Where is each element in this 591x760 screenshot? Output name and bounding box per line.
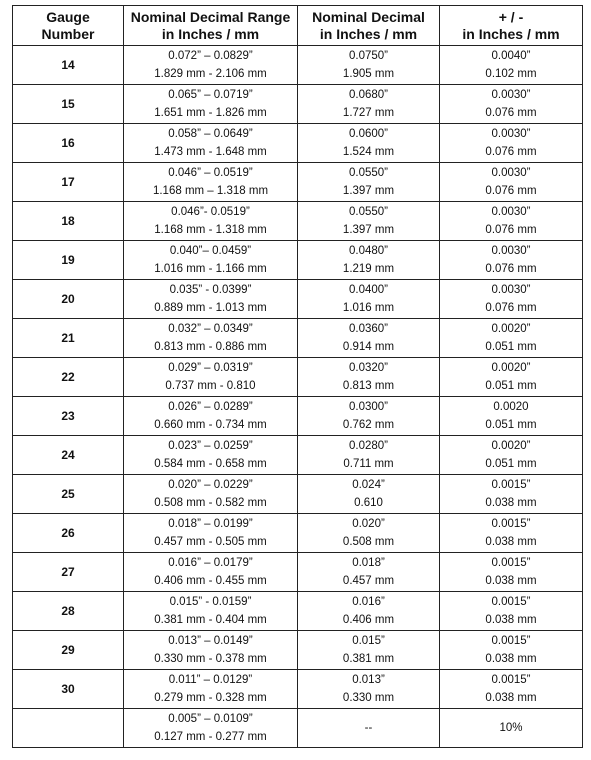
range-cell-text: 0.508 mm - 0.582 mm <box>154 497 267 509</box>
tolerance-cell <box>440 709 583 748</box>
nominal-cell-text: 0.013” <box>352 674 385 686</box>
tolerance-cell-text: 0.051 mm <box>485 419 537 431</box>
gauge-cell <box>13 85 124 124</box>
nominal-cell-text: 0.508 mm <box>342 536 395 548</box>
range-cell-text: 0.046” – 0.0519” <box>168 167 253 179</box>
range-cell-text: 0.065” – 0.0719” <box>168 89 253 101</box>
tolerance-cell <box>440 514 583 553</box>
tolerance-cell-text: 0.0020” <box>491 440 531 452</box>
range-cell-text: 0.058” – 0.0649” <box>168 128 253 140</box>
nominal-cell <box>298 475 440 514</box>
range-cell-text: 1.168 mm - 1.318 mm <box>154 224 267 236</box>
table-header <box>13 6 583 46</box>
range-cell-text: 0.457 mm - 0.505 mm <box>154 536 267 548</box>
gauge-cell <box>13 631 124 670</box>
range-cell <box>124 319 298 358</box>
tolerance-cell-text: 10% <box>499 722 523 734</box>
header-line: + / - <box>498 8 524 25</box>
range-cell-text: 0.381 mm - 0.404 mm <box>154 614 267 626</box>
nominal-cell-text: 1.016 mm <box>342 302 395 314</box>
header-gauge-number <box>13 6 124 46</box>
gauge-cell-text: 14 <box>61 58 75 72</box>
range-cell-text: 0.032” – 0.0349” <box>168 323 253 335</box>
header-line: in Inches / mm <box>462 25 560 42</box>
nominal-cell <box>298 46 440 85</box>
table-row <box>13 46 583 85</box>
range-cell-text: 0.040”– 0.0459” <box>169 245 252 257</box>
nominal-cell-text: 0.0300” <box>348 401 388 413</box>
gauge-cell-text: 29 <box>61 643 75 657</box>
nominal-cell <box>298 514 440 553</box>
range-cell <box>124 397 298 436</box>
nominal-cell <box>298 397 440 436</box>
range-cell <box>124 202 298 241</box>
nominal-cell <box>298 670 440 709</box>
nominal-cell <box>298 631 440 670</box>
table-row <box>13 358 583 397</box>
table-row <box>13 670 583 709</box>
gauge-cell <box>13 124 124 163</box>
range-cell-text: 0.011” – 0.0129” <box>168 674 253 686</box>
tolerance-cell-text: 0.0015” <box>491 596 531 608</box>
range-cell-text: 0.279 mm - 0.328 mm <box>154 692 267 704</box>
gauge-table <box>12 5 583 748</box>
header-line: Gauge <box>46 8 90 25</box>
tolerance-cell-text: 0.076 mm <box>485 302 537 314</box>
tolerance-cell <box>440 397 583 436</box>
range-cell <box>124 514 298 553</box>
tolerance-cell-text: 0.0015” <box>491 479 531 491</box>
tolerance-cell-text: 0.038 mm <box>485 575 537 587</box>
tolerance-cell <box>440 163 583 202</box>
gauge-cell-text: 30 <box>61 682 75 696</box>
tolerance-cell-text: 0.0030” <box>491 89 531 101</box>
range-cell <box>124 241 298 280</box>
nominal-cell-text: 1.524 mm <box>342 146 395 158</box>
gauge-cell-text: 20 <box>61 292 75 306</box>
nominal-cell-text: 0.610 <box>354 497 383 509</box>
gauge-cell-text: 21 <box>61 331 75 345</box>
range-cell-text: 0.046”- 0.0519” <box>171 206 250 218</box>
range-cell-text: 0.737 mm - 0.810 <box>165 380 256 392</box>
nominal-cell <box>298 124 440 163</box>
tolerance-cell-text: 0.038 mm <box>485 653 537 665</box>
gauge-cell-text: 22 <box>61 370 75 384</box>
range-cell-text: 0.406 mm - 0.455 mm <box>154 575 267 587</box>
range-cell-text: 0.584 mm - 0.658 mm <box>154 458 267 470</box>
nominal-cell <box>298 319 440 358</box>
table-row <box>13 514 583 553</box>
table-row <box>13 553 583 592</box>
nominal-cell-text: 0.020” <box>352 518 385 530</box>
gauge-cell-text: 23 <box>61 409 75 423</box>
tolerance-cell <box>440 319 583 358</box>
nominal-cell <box>298 163 440 202</box>
tolerance-cell-text: 0.051 mm <box>485 458 537 470</box>
tolerance-cell <box>440 358 583 397</box>
tolerance-cell-text: 0.0020 <box>493 401 529 413</box>
range-cell-text: 0.035” - 0.0399” <box>169 284 252 296</box>
gauge-cell <box>13 241 124 280</box>
nominal-cell-text: 0.024” <box>352 479 385 491</box>
range-cell <box>124 709 298 748</box>
gauge-cell <box>13 358 124 397</box>
range-cell <box>124 85 298 124</box>
nominal-cell-text: 0.457 mm <box>342 575 395 587</box>
gauge-cell <box>13 319 124 358</box>
header-tolerance <box>440 6 583 46</box>
tolerance-cell <box>440 46 583 85</box>
gauge-cell <box>13 46 124 85</box>
tolerance-cell-text: 0.076 mm <box>485 107 537 119</box>
tolerance-cell <box>440 631 583 670</box>
table-body <box>13 46 583 748</box>
nominal-cell-text: 0.406 mm <box>342 614 395 626</box>
tolerance-cell-text: 0.0020” <box>491 362 531 374</box>
nominal-cell-text: 1.397 mm <box>342 185 395 197</box>
range-cell-text: 0.889 mm - 1.013 mm <box>154 302 267 314</box>
range-cell-text: 1.473 mm - 1.648 mm <box>154 146 267 158</box>
tolerance-cell-text: 0.0040” <box>491 50 531 62</box>
tolerance-cell <box>440 670 583 709</box>
nominal-cell <box>298 280 440 319</box>
nominal-cell-text: 0.813 mm <box>342 380 395 392</box>
tolerance-cell-text: 0.0015” <box>491 674 531 686</box>
table-row <box>13 631 583 670</box>
nominal-cell-text: 1.727 mm <box>342 107 395 119</box>
range-cell <box>124 124 298 163</box>
tolerance-cell-text: 0.038 mm <box>485 692 537 704</box>
tolerance-cell <box>440 475 583 514</box>
nominal-cell-text: 0.016” <box>352 596 385 608</box>
table-row <box>13 85 583 124</box>
nominal-cell <box>298 436 440 475</box>
range-cell-text: 0.016” – 0.0179” <box>168 557 253 569</box>
gauge-cell <box>13 553 124 592</box>
tolerance-cell-text: 0.038 mm <box>485 614 537 626</box>
table-row <box>13 202 583 241</box>
gauge-cell <box>13 202 124 241</box>
range-cell-text: 0.072” – 0.0829” <box>168 50 253 62</box>
nominal-cell <box>298 85 440 124</box>
range-cell <box>124 670 298 709</box>
tolerance-cell-text: 0.076 mm <box>485 224 537 236</box>
range-cell <box>124 475 298 514</box>
gauge-cell-text: 19 <box>61 253 75 267</box>
header-nominal-decimal <box>298 6 440 46</box>
table-row <box>13 163 583 202</box>
range-cell-text: 1.016 mm - 1.166 mm <box>154 263 267 275</box>
tolerance-cell <box>440 280 583 319</box>
tolerance-cell <box>440 124 583 163</box>
gauge-cell <box>13 397 124 436</box>
header-line: in Inches / mm <box>319 25 418 42</box>
range-cell <box>124 163 298 202</box>
table-row <box>13 397 583 436</box>
gauge-cell <box>13 709 124 748</box>
tolerance-cell-text: 0.0030” <box>491 128 531 140</box>
gauge-cell-text: 17 <box>61 175 75 189</box>
nominal-cell-text: 1.905 mm <box>342 68 395 80</box>
nominal-cell-text: 0.0550” <box>348 206 388 218</box>
range-cell-text: 0.013” – 0.0149” <box>168 635 253 647</box>
table-row <box>13 436 583 475</box>
tolerance-cell-text: 0.051 mm <box>485 380 537 392</box>
gauge-cell <box>13 436 124 475</box>
nominal-cell-text: -- <box>364 722 373 734</box>
gauge-cell-text: 15 <box>61 97 75 111</box>
nominal-cell-text: 0.381 mm <box>342 653 395 665</box>
range-cell-text: 0.026” – 0.0289” <box>168 401 253 413</box>
gauge-cell-text: 18 <box>61 214 75 228</box>
range-cell-text: 0.330 mm - 0.378 mm <box>154 653 267 665</box>
range-cell-text: 0.015” - 0.0159” <box>169 596 252 608</box>
nominal-cell-text: 0.015” <box>352 635 385 647</box>
tolerance-cell-text: 0.0030” <box>491 284 531 296</box>
range-cell <box>124 280 298 319</box>
range-cell-text: 0.020” – 0.0229” <box>168 479 253 491</box>
nominal-cell-text: 0.0400” <box>348 284 388 296</box>
range-cell <box>124 592 298 631</box>
nominal-cell-text: 0.0600” <box>348 128 388 140</box>
nominal-cell <box>298 553 440 592</box>
tolerance-cell-text: 0.051 mm <box>485 341 537 353</box>
gauge-cell <box>13 670 124 709</box>
tolerance-cell-text: 0.0015” <box>491 518 531 530</box>
gauge-cell-text: 16 <box>61 136 75 150</box>
nominal-cell-text: 0.330 mm <box>342 692 395 704</box>
tolerance-cell-text: 0.076 mm <box>485 263 537 275</box>
nominal-cell <box>298 241 440 280</box>
nominal-cell <box>298 202 440 241</box>
nominal-cell-text: 0.0680” <box>348 89 388 101</box>
nominal-cell <box>298 709 440 748</box>
gauge-cell-text: 25 <box>61 487 75 501</box>
header-line: Nominal Decimal <box>312 8 425 25</box>
range-cell-text: 0.029” – 0.0319” <box>168 362 253 374</box>
range-cell <box>124 436 298 475</box>
tolerance-cell <box>440 202 583 241</box>
table-row <box>13 475 583 514</box>
header-row <box>13 6 583 46</box>
table-row <box>13 280 583 319</box>
gauge-cell <box>13 163 124 202</box>
gauge-cell-text: 26 <box>61 526 75 540</box>
tolerance-cell-text: 0.038 mm <box>485 536 537 548</box>
gauge-cell-text: 27 <box>61 565 75 579</box>
tolerance-cell-text: 0.076 mm <box>485 185 537 197</box>
nominal-cell-text: 0.914 mm <box>342 341 395 353</box>
header-line: Number <box>41 25 95 42</box>
tolerance-cell-text: 0.076 mm <box>485 146 537 158</box>
header-line: Nominal Decimal Range <box>130 8 291 25</box>
range-cell <box>124 46 298 85</box>
tolerance-cell-text: 0.0030” <box>491 245 531 257</box>
gauge-cell <box>13 514 124 553</box>
nominal-cell-text: 0.0360” <box>348 323 388 335</box>
table-row <box>13 241 583 280</box>
range-cell-text: 1.829 mm - 2.106 mm <box>154 68 267 80</box>
tolerance-cell-text: 0.102 mm <box>485 68 537 80</box>
header-line: in Inches / mm <box>161 25 260 42</box>
range-cell <box>124 553 298 592</box>
nominal-cell-text: 0.0320” <box>348 362 388 374</box>
tolerance-cell <box>440 241 583 280</box>
nominal-cell-text: 0.018” <box>352 557 385 569</box>
nominal-cell <box>298 358 440 397</box>
tolerance-cell-text: 0.0030” <box>491 206 531 218</box>
table-row <box>13 592 583 631</box>
gauge-cell-text: 28 <box>61 604 75 618</box>
table-row <box>13 319 583 358</box>
nominal-cell-text: 0.0750” <box>348 50 388 62</box>
range-cell-text: 0.813 mm - 0.886 mm <box>154 341 267 353</box>
header-nominal-range <box>124 6 298 46</box>
table-row <box>13 709 583 748</box>
nominal-cell-text: 1.397 mm <box>342 224 395 236</box>
tolerance-cell-text: 0.0015” <box>491 557 531 569</box>
nominal-cell-text: 0.711 mm <box>343 458 394 470</box>
range-cell-text: 0.023” – 0.0259” <box>168 440 253 452</box>
gauge-cell <box>13 280 124 319</box>
table-row <box>13 124 583 163</box>
range-cell-text: 1.651 mm - 1.826 mm <box>154 107 267 119</box>
range-cell-text: 0.018” – 0.0199” <box>168 518 253 530</box>
range-cell-text: 0.127 mm - 0.277 mm <box>154 731 267 743</box>
nominal-cell <box>298 592 440 631</box>
range-cell <box>124 358 298 397</box>
gauge-cell <box>13 592 124 631</box>
tolerance-cell <box>440 553 583 592</box>
nominal-cell-text: 1.219 mm <box>342 263 395 275</box>
tolerance-cell <box>440 436 583 475</box>
nominal-cell-text: 0.762 mm <box>342 419 395 431</box>
tolerance-cell <box>440 592 583 631</box>
gauge-cell-text: 24 <box>61 448 75 462</box>
range-cell-text: 0.005” – 0.0109” <box>168 713 253 725</box>
nominal-cell-text: 0.0550” <box>348 167 388 179</box>
tolerance-cell-text: 0.038 mm <box>485 497 537 509</box>
tolerance-cell <box>440 85 583 124</box>
tolerance-cell-text: 0.0020” <box>491 323 531 335</box>
gauge-cell <box>13 475 124 514</box>
nominal-cell-text: 0.0280” <box>348 440 388 452</box>
range-cell <box>124 631 298 670</box>
nominal-cell-text: 0.0480” <box>348 245 388 257</box>
tolerance-cell-text: 0.0015” <box>491 635 531 647</box>
range-cell-text: 1.168 mm – 1.318 mm <box>152 185 269 197</box>
tolerance-cell-text: 0.0030” <box>491 167 531 179</box>
range-cell-text: 0.660 mm - 0.734 mm <box>154 419 267 431</box>
